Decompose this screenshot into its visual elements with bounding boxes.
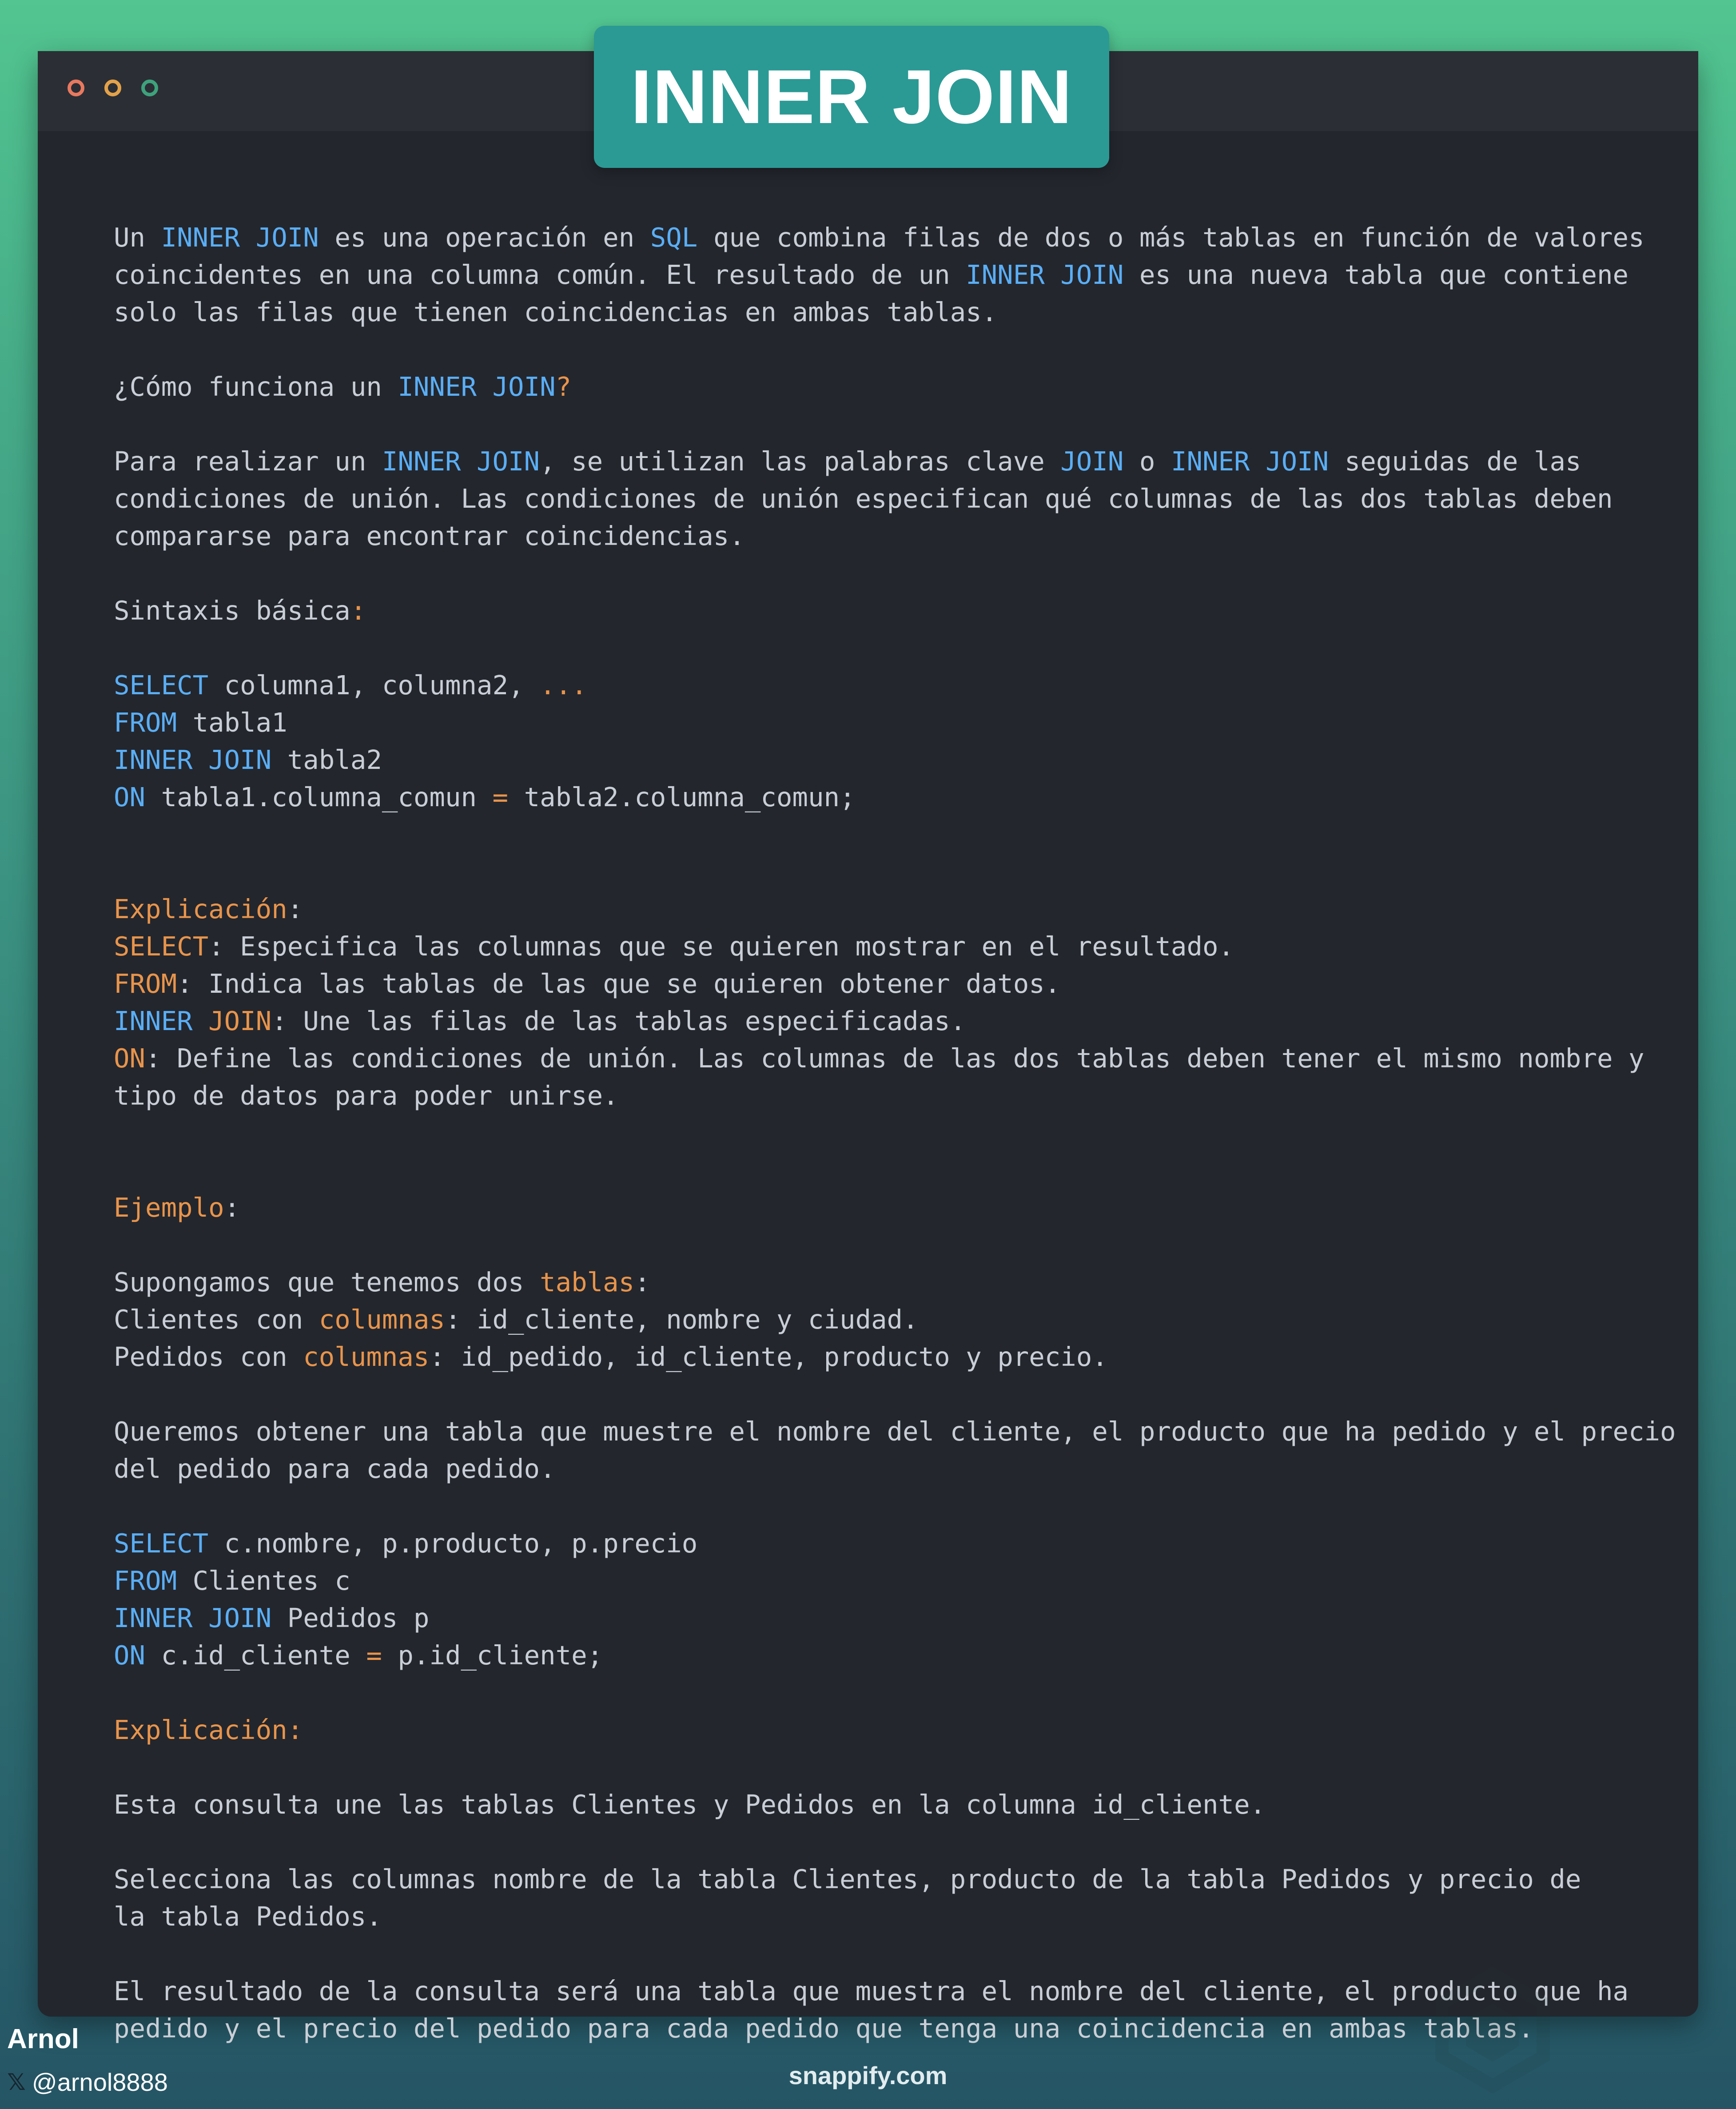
code-line [114, 1898, 1695, 1935]
code-line [114, 741, 1695, 779]
text-token: tabla1.columna_comun [145, 782, 493, 812]
text-token [193, 1006, 209, 1036]
text-token: Selecciona las columnas nombre de la tabla Clientes, producto de la tabla Pedidos y precio de [114, 1864, 1581, 1894]
code-line [114, 1637, 1695, 1674]
keyword-token: FROM [114, 1565, 177, 1596]
code-line [114, 1600, 1695, 1637]
code-line [114, 1301, 1695, 1338]
text-token: compararse para encontrar coincidencias. [114, 521, 745, 551]
code-line [114, 1450, 1695, 1488]
keyword-token: ON [114, 1640, 146, 1671]
accent-token: tablas [540, 1267, 635, 1297]
code-line [114, 1376, 1695, 1413]
text-token: : id_pedido, id_cliente, producto y precio. [429, 1341, 1108, 1372]
author-name: Arnol [7, 2024, 79, 2054]
keyword-token: INNER JOIN [1171, 446, 1329, 477]
text-token: Para realizar un [114, 446, 382, 477]
code-line [114, 928, 1695, 965]
accent-token: JOIN [208, 1006, 272, 1036]
accent-token: ... [540, 670, 587, 700]
accent-token: ? [555, 371, 572, 402]
accent-token: FROM [114, 968, 177, 999]
text-token: : [287, 894, 303, 924]
text-token: , se utilizan las palabras clave [540, 446, 1061, 477]
code-line [114, 1152, 1695, 1189]
x-logo-icon: 𝕏 [7, 2069, 26, 2096]
code-line [114, 1189, 1695, 1226]
code-line [114, 480, 1695, 517]
keyword-token: SQL [650, 222, 698, 253]
text-token: : [634, 1267, 650, 1297]
text-token: es una operación en [319, 222, 650, 253]
code-line [114, 1749, 1695, 1786]
text-token: tabla2.columna_comun; [508, 782, 856, 812]
text-token: tabla1 [177, 707, 287, 738]
code-line [114, 443, 1695, 480]
text-token: es una nueva tabla que contiene [1123, 259, 1629, 290]
text-token: Sintaxis básica [114, 595, 350, 626]
code-line [114, 704, 1695, 741]
text-token: Clientes con [114, 1304, 319, 1335]
code-line [114, 1264, 1695, 1301]
code-line [114, 667, 1695, 704]
text-token: condiciones de unión. Las condiciones de unión especifican qué columnas de las dos tablas deben [114, 483, 1613, 514]
accent-token: = [366, 1640, 382, 1671]
code-content [114, 219, 1695, 2047]
accent-token: SELECT [114, 931, 209, 962]
code-line [114, 1003, 1695, 1040]
text-token: c.nombre, p.producto, p.precio [208, 1528, 698, 1559]
keyword-token: JOIN [1060, 446, 1124, 477]
code-line [114, 853, 1695, 891]
code-line [114, 331, 1695, 368]
code-line [114, 592, 1695, 629]
code-line [114, 555, 1695, 592]
text-token: pedido y el precio del pedido para cada pedido que tenga una coincidencia en ambas tablas. [114, 2013, 1534, 2044]
text-token: o [1123, 446, 1171, 477]
text-token: Clientes c [177, 1565, 350, 1596]
watermark-logo-icon [1426, 1963, 1559, 2097]
code-line [114, 1861, 1695, 1898]
text-token: : Define las condiciones de unión. Las columnas de las dos tablas deben tener el mismo nombre y [145, 1043, 1644, 1074]
code-line [114, 816, 1695, 853]
text-token: : id_cliente, nombre y ciudad. [445, 1304, 919, 1335]
keyword-token: SELECT [114, 670, 209, 700]
code-line [114, 1077, 1695, 1114]
text-token: Supongamos que tenemos dos [114, 1267, 540, 1297]
close-dot-icon [68, 80, 84, 96]
author-handle: @arnol8888 [32, 2068, 168, 2096]
text-token: : Une las filas de las tablas especificadas. [271, 1006, 966, 1036]
code-line [114, 1525, 1695, 1562]
accent-token: = [492, 782, 509, 812]
text-token: : Especifica las columnas que se quieren mostrar en el resultado. [208, 931, 1234, 962]
code-line [114, 1562, 1695, 1600]
text-token: del pedido para cada pedido. [114, 1453, 556, 1484]
code-line [114, 1823, 1695, 1861]
text-token: c.id_cliente [145, 1640, 366, 1671]
minimize-dot-icon [104, 80, 121, 96]
text-token: Queremos obtener una tabla que muestre el nombre del cliente, el producto que ha pedido y el precio [114, 1416, 1676, 1447]
keyword-token: INNER JOIN [114, 1603, 272, 1633]
title-badge [594, 26, 1109, 168]
accent-token: Explicación: [114, 1715, 303, 1745]
text-token: Un [114, 222, 161, 253]
code-line [114, 256, 1695, 294]
code-line [114, 1040, 1695, 1077]
code-line [114, 368, 1695, 406]
keyword-token: INNER JOIN [161, 222, 319, 253]
footer-site: snappify.com [788, 2061, 948, 2089]
code-line [114, 965, 1695, 1003]
code-window [38, 51, 1698, 2044]
text-token: Pedidos p [271, 1603, 430, 1633]
code-line [114, 219, 1695, 256]
code-line [114, 517, 1695, 555]
text-token: : Indica las tablas de las que se quieren obtener datos. [177, 968, 1061, 999]
text-token: columna1, columna2, [208, 670, 540, 700]
keyword-token: INNER JOIN [114, 744, 272, 775]
accent-token: columnas [303, 1341, 430, 1372]
keyword-token: ON [114, 782, 146, 812]
maximize-dot-icon [141, 80, 158, 96]
keyword-token: INNER JOIN [382, 446, 540, 477]
code-line [114, 1338, 1695, 1376]
text-token: la tabla Pedidos. [114, 1901, 382, 1932]
text-token: Pedidos con [114, 1341, 303, 1372]
text-token: tabla2 [271, 744, 382, 775]
code-line [114, 891, 1695, 928]
code-line [114, 1488, 1695, 1525]
text-token: ¿Cómo funciona un [114, 371, 398, 402]
code-line [114, 1674, 1695, 1711]
code-line [114, 406, 1695, 443]
code-line [114, 294, 1695, 331]
code-line [114, 1114, 1695, 1152]
code-line [114, 629, 1695, 667]
text-token: p.id_cliente; [382, 1640, 603, 1671]
keyword-token: SELECT [114, 1528, 209, 1559]
page-title: INNER JOIN [630, 54, 1073, 139]
keyword-token: INNER [114, 1006, 193, 1036]
keyword-token: FROM [114, 707, 177, 738]
accent-token: columnas [319, 1304, 445, 1335]
accent-token: Explicación [114, 894, 287, 924]
code-line [114, 1413, 1695, 1450]
text-token: El resultado de la consulta será una tabla que muestra el nombre del cliente, el producto que ha [114, 1976, 1629, 2006]
text-token: solo las filas que tienen coincidencias en ambas tablas. [114, 297, 998, 327]
text-token: : [224, 1192, 240, 1223]
text-token: que combina filas de dos o más tablas en función de valores [697, 222, 1644, 253]
accent-token: Ejemplo [114, 1192, 224, 1223]
keyword-token: INNER JOIN [398, 371, 556, 402]
keyword-token: INNER JOIN [966, 259, 1124, 290]
text-token: coincidentes en una columna común. El resultado de un [114, 259, 966, 290]
code-line [114, 779, 1695, 816]
code-line [114, 1786, 1695, 1823]
code-line [114, 1711, 1695, 1749]
text-token: tipo de datos para poder unirse. [114, 1080, 619, 1111]
code-line [114, 1226, 1695, 1264]
accent-token: : [350, 595, 366, 626]
text-token: Esta consulta une las tablas Clientes y Pedidos en la columna id_cliente. [114, 1789, 1266, 1820]
accent-token: ON [114, 1043, 146, 1074]
text-token: seguidas de las [1329, 446, 1581, 477]
